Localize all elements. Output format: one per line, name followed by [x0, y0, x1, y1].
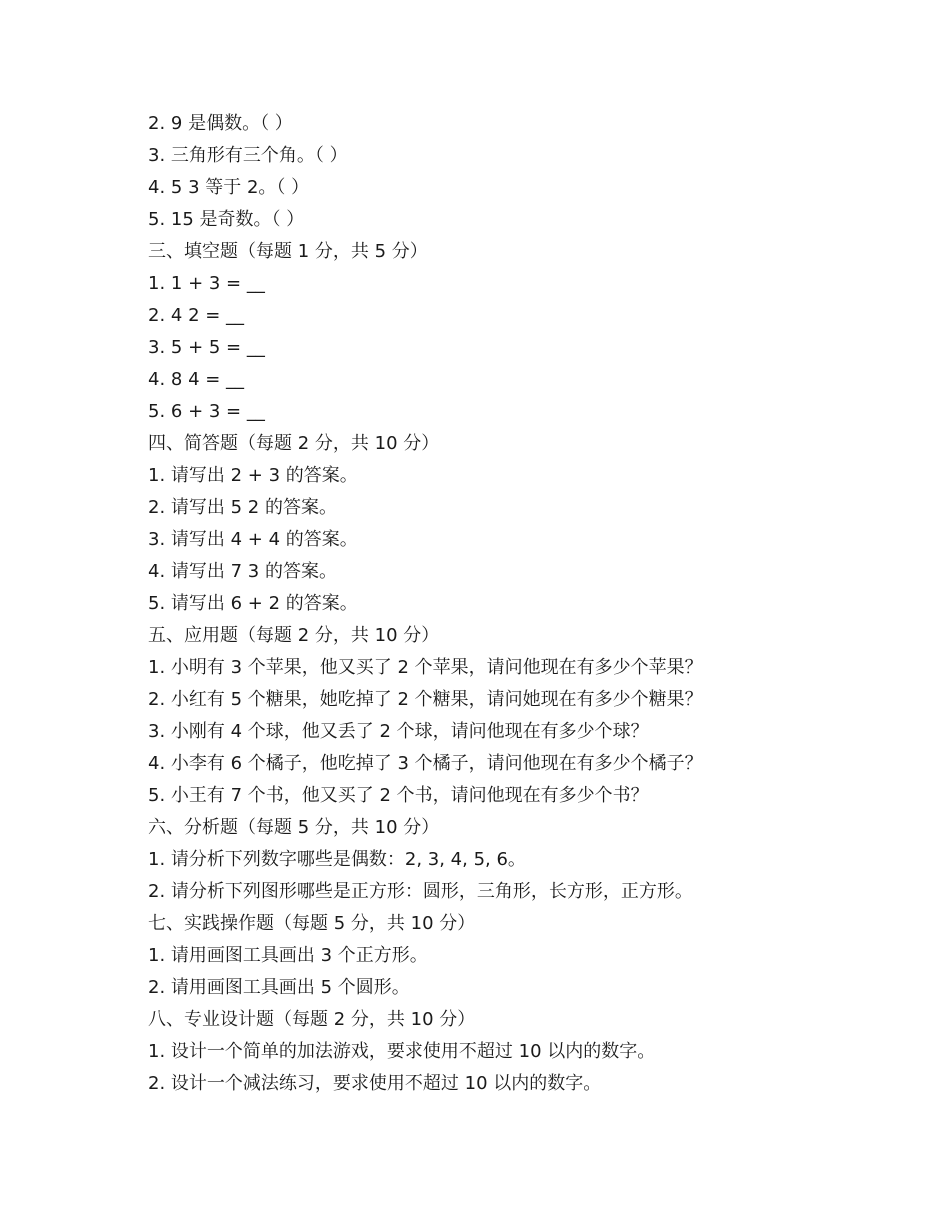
question-line: 5. 6 + 3 = __ [148, 401, 265, 422]
section-heading: 七、实践操作题（每题 5 分，共 10 分） [148, 913, 476, 934]
question-line: 2. 小红有 5 个糖果，她吃掉了 2 个糖果，请问她现在有多少个糖果？ [148, 689, 703, 710]
section-heading: 六、分析题（每题 5 分，共 10 分） [148, 817, 440, 838]
question-line: 4. 8 4 = __ [148, 369, 245, 390]
document-body [148, 108, 868, 1100]
question-line: 3. 请写出 4 + 4 的答案。 [148, 529, 358, 550]
question-line: 5. 15 是奇数。（ ） [148, 209, 305, 230]
question-line: 4. 5 3 等于 2。（ ） [148, 177, 310, 198]
question-line: 1. 请写出 2 + 3 的答案。 [148, 465, 358, 486]
question-line: 2. 请用画图工具画出 5 个圆形。 [148, 977, 410, 998]
section-heading: 四、简答题（每题 2 分，共 10 分） [148, 433, 440, 454]
question-line: 4. 小李有 6 个橘子，他吃掉了 3 个橘子，请问他现在有多少个橘子？ [148, 753, 703, 774]
question-line: 5. 小王有 7 个书，他又买了 2 个书，请问他现在有多少个书？ [148, 785, 649, 806]
question-line: 2. 设计一个减法练习，要求使用不超过 10 以内的数字。 [148, 1073, 602, 1094]
section-heading: 五、应用题（每题 2 分，共 10 分） [148, 625, 440, 646]
question-line: 3. 小刚有 4 个球，他又丢了 2 个球，请问他现在有多少个球？ [148, 721, 649, 742]
question-line: 1. 请分析下列数字哪些是偶数：2, 3, 4, 5, 6。 [148, 849, 526, 870]
question-line: 3. 5 + 5 = __ [148, 337, 265, 358]
question-line: 1. 设计一个简单的加法游戏，要求使用不超过 10 以内的数字。 [148, 1041, 656, 1062]
question-line: 3. 三角形有三个角。（ ） [148, 145, 348, 166]
question-line: 1. 请用画图工具画出 3 个正方形。 [148, 945, 428, 966]
question-line: 1. 小明有 3 个苹果，他又买了 2 个苹果，请问他现在有多少个苹果？ [148, 657, 703, 678]
question-line: 2. 请分析下列图形哪些是正方形：圆形，三角形，长方形，正方形。 [148, 881, 693, 902]
question-line: 2. 9 是偶数。（ ） [148, 113, 293, 134]
section-heading: 三、填空题（每题 1 分，共 5 分） [148, 241, 428, 262]
question-line: 2. 4 2 = __ [148, 305, 245, 326]
question-line: 2. 请写出 5 2 的答案。 [148, 497, 337, 518]
section-heading: 八、专业设计题（每题 2 分，共 10 分） [148, 1009, 476, 1030]
question-line: 1. 1 + 3 = __ [148, 273, 265, 294]
question-line: 5. 请写出 6 + 2 的答案。 [148, 593, 358, 614]
question-line: 4. 请写出 7 3 的答案。 [148, 561, 337, 582]
